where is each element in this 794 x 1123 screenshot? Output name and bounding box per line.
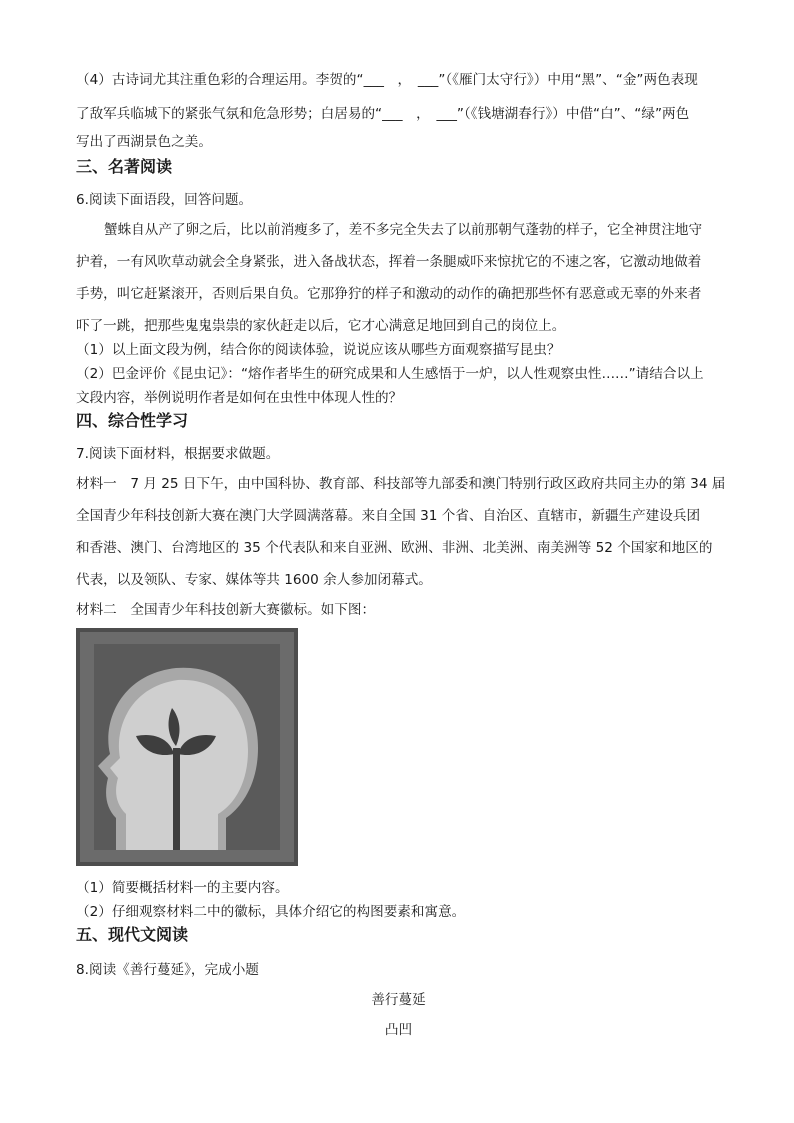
q7-prompt: 7.阅读下面材料，根据要求做题。 (76, 446, 280, 462)
stem-icon (173, 748, 180, 850)
section-heading-5: 五、现代文阅读 (76, 925, 189, 944)
q6-sub2-line1: （2）巴金评价《昆虫记》：“熔作者毕生的研究成果和人生感悟于一炉，以人性观察虫性……”请结合以上 (76, 366, 704, 382)
q7-material1-line4: 代表，以及领队、专家、媒体等共 1600 余人参加闭幕式。 (76, 572, 432, 588)
section-heading-3: 三、名著阅读 (76, 157, 173, 176)
q6-sub2-line2: 文段内容，举例说明作者是如何在虫性中体现人性的？ (76, 390, 403, 406)
q5-4-line2: 了敌军兵临城下的紧张气氛和危急形势；白居易的“___ ， ___”（《钱塘湖春行》）中借“白”、“绿”两色 (76, 106, 690, 122)
q6-prompt: 6.阅读下面语段，回答问题。 (76, 192, 253, 208)
q7-material2: 材料二 全国青少年科技创新大赛徽标。如下图： (76, 602, 376, 618)
section-heading-4: 四、综合性学习 (76, 411, 189, 430)
q7-material1-line1: 材料一 7 月 25 日下午，由中国科协、教育部、科技部等九部委和澳门特别行政区政府共同主办的第 34 届 (76, 476, 726, 492)
q5-4-line1: （4）古诗词尤其注重色彩的合理运用。李贺的“___ ， ___”（《雁门太守行》）中用“黑”、“金”两色表现 (76, 72, 698, 88)
q7-material1-line2: 全国青少年科技创新大赛在澳门大学圆满落幕。来自全国 31 个省、自治区、直辖市，新疆生产建设兵团 (76, 508, 701, 524)
q6-passage-line3: 手势，叫它赶紧滚开，否则后果自负。它那狰狞的样子和激动的动作的确把那些怀有恶意或无辜的外来者 (76, 286, 702, 302)
q6-passage-line2: 护着，一有风吹草动就会全身紧张，进入备战状态，挥着一条腿威吓来惊扰它的不速之客，它激动地做着 (76, 254, 702, 270)
q6-passage-line4: 吓了一跳，把那些鬼鬼祟祟的家伙赶走以后，它才心满意足地回到自己的岗位上。 (76, 318, 566, 334)
q8-prompt: 8.阅读《善行蔓延》，完成小题 (76, 962, 259, 978)
q6-sub1: （1）以上面文段为例，结合你的阅读体验，说说应该从哪些方面观察描写昆虫？ (76, 342, 561, 358)
q6-passage-line1: 蟹蛛自从产了卵之后，比以前消瘦多了，差不多完全失去了以前那朝气蓬勃的样子，它全神贯注地守 (104, 222, 703, 238)
article-author: 凸凹 (384, 1022, 413, 1038)
q5-4-line3: 写出了西湖景色之美。 (76, 134, 212, 150)
article-title: 善行蔓延 (371, 992, 426, 1008)
q7-sub2: （2）仔细观察材料二中的徽标，具体介绍它的构图要素和寓意。 (76, 904, 466, 920)
q7-material1-line3: 和香港、澳门、台湾地区的 35 个代表队和来自亚洲、欧洲、非洲、北美洲、南美洲等 52 个国家和地区的 (76, 540, 713, 556)
q7-sub1: （1）简要概括材料一的主要内容。 (76, 880, 289, 896)
contest-logo-image (76, 628, 298, 866)
